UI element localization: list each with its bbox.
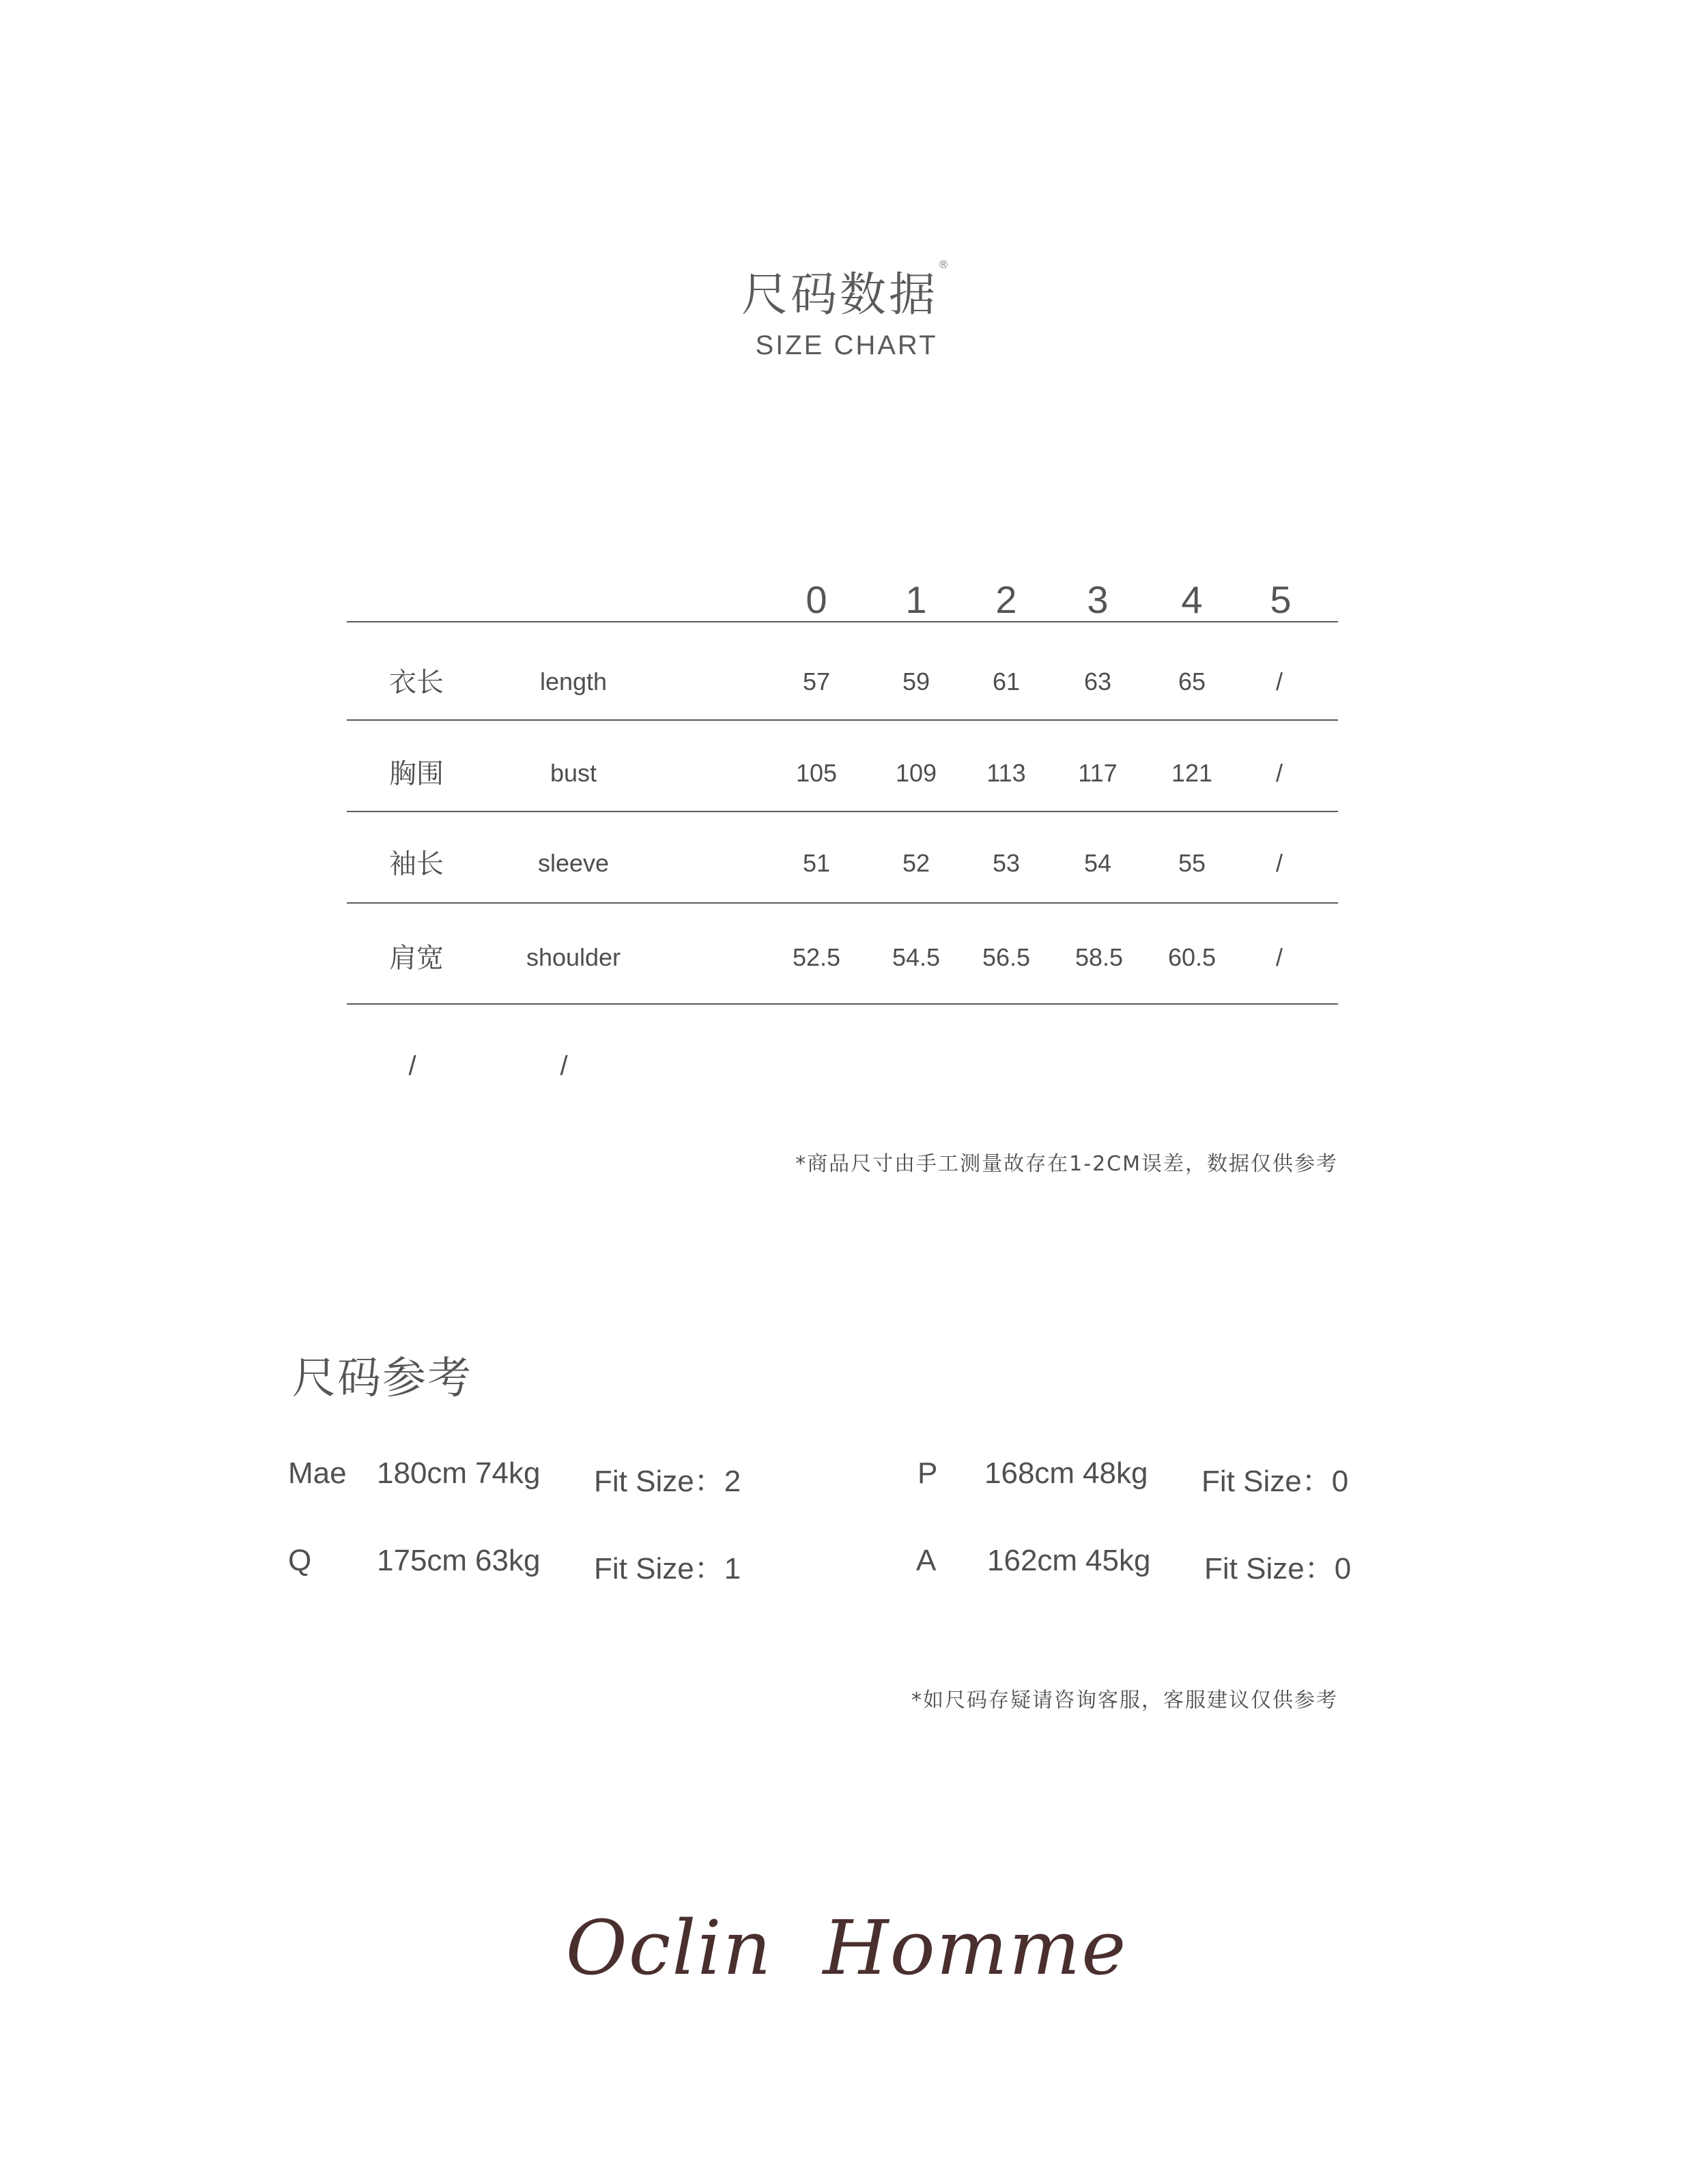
extra-row-cell: / xyxy=(408,1051,416,1081)
model-name: P xyxy=(917,1456,938,1490)
table-cell: / xyxy=(1275,667,1283,695)
registered-mark: ® xyxy=(938,258,952,271)
size-header-2: 2 xyxy=(995,578,1017,621)
brand-logo: Oclin Homme xyxy=(565,1904,1128,1992)
table-cell: 63 xyxy=(1083,667,1112,695)
section-title: 尺码参考 xyxy=(292,1353,472,1404)
table-cell: 54.5 xyxy=(892,943,941,971)
table-cell: / xyxy=(1275,849,1283,877)
table-cell: 51 xyxy=(802,849,831,877)
model-fit-size: Fit Size：0 xyxy=(1204,1552,1352,1585)
table-cell: 113 xyxy=(986,759,1026,787)
size-header-5: 5 xyxy=(1270,578,1292,621)
table-cell: 54 xyxy=(1083,849,1112,877)
model-weight: 63kg xyxy=(475,1544,541,1577)
row-label-en: shoulder xyxy=(526,943,621,971)
model-height: 162cm xyxy=(987,1544,1078,1577)
model-fit-size: Fit Size：2 xyxy=(594,1465,741,1498)
table-divider xyxy=(347,902,1338,904)
size-header-0: 0 xyxy=(806,578,827,621)
table-cell: 59 xyxy=(902,667,930,695)
title-cn-text: 尺码数据 xyxy=(741,268,938,322)
row-label-cn: 胸围 xyxy=(389,758,444,790)
table-cell: 60.5 xyxy=(1167,943,1217,971)
model-weight: 45kg xyxy=(1085,1544,1151,1577)
model-name: Mae xyxy=(288,1456,347,1490)
model-fit-size: Fit Size：1 xyxy=(594,1552,741,1585)
table-cell: 58.5 xyxy=(1075,943,1124,971)
row-label-cn: 衣长 xyxy=(389,667,444,698)
size-header-3: 3 xyxy=(1087,578,1109,621)
model-weight: 74kg xyxy=(475,1456,541,1490)
size-header-4: 4 xyxy=(1181,578,1203,621)
table-divider xyxy=(347,621,1338,622)
table-cell: 105 xyxy=(795,759,838,787)
size-header-1: 1 xyxy=(905,578,927,621)
page-subtitle: SIZE CHART xyxy=(755,330,938,360)
table-cell: 53 xyxy=(992,849,1021,877)
table-cell: / xyxy=(1275,759,1283,787)
model-name: Q xyxy=(288,1544,312,1577)
model-height: 168cm xyxy=(984,1456,1075,1490)
row-label-cn: 肩宽 xyxy=(389,943,444,974)
table-cell: / xyxy=(1275,943,1283,971)
measurement-note: *商品尺寸由手工测量故存在1-2CM误差，数据仅供参考 xyxy=(795,1152,1338,1176)
extra-row-cell: / xyxy=(560,1051,568,1081)
table-cell: 55 xyxy=(1178,849,1206,877)
row-label-en: bust xyxy=(550,759,597,787)
table-cell: 57 xyxy=(802,667,831,695)
model-fit-size: Fit Size：0 xyxy=(1201,1465,1349,1498)
model-height: 175cm xyxy=(377,1544,468,1577)
table-cell: 61 xyxy=(992,667,1021,695)
model-height: 180cm xyxy=(377,1456,468,1490)
table-cell: 56.5 xyxy=(982,943,1031,971)
table-cell: 52.5 xyxy=(792,943,841,971)
table-divider xyxy=(347,1003,1338,1005)
table-cell: 52 xyxy=(902,849,930,877)
table-cell: 117 xyxy=(1078,759,1118,787)
table-cell: 109 xyxy=(895,759,937,787)
reference-note: *如尺码存疑请咨询客服，客服建议仅供参考 xyxy=(911,1689,1338,1712)
table-cell: 65 xyxy=(1178,667,1206,695)
table-cell: 121 xyxy=(1171,759,1213,787)
row-label-en: length xyxy=(539,667,608,695)
row-label-cn: 袖长 xyxy=(389,848,444,880)
table-divider xyxy=(347,811,1338,812)
model-weight: 48kg xyxy=(1083,1456,1148,1490)
page-title xyxy=(0,258,1693,324)
table-divider xyxy=(347,719,1338,721)
row-label-en: sleeve xyxy=(537,849,610,877)
model-name: A xyxy=(916,1544,937,1577)
